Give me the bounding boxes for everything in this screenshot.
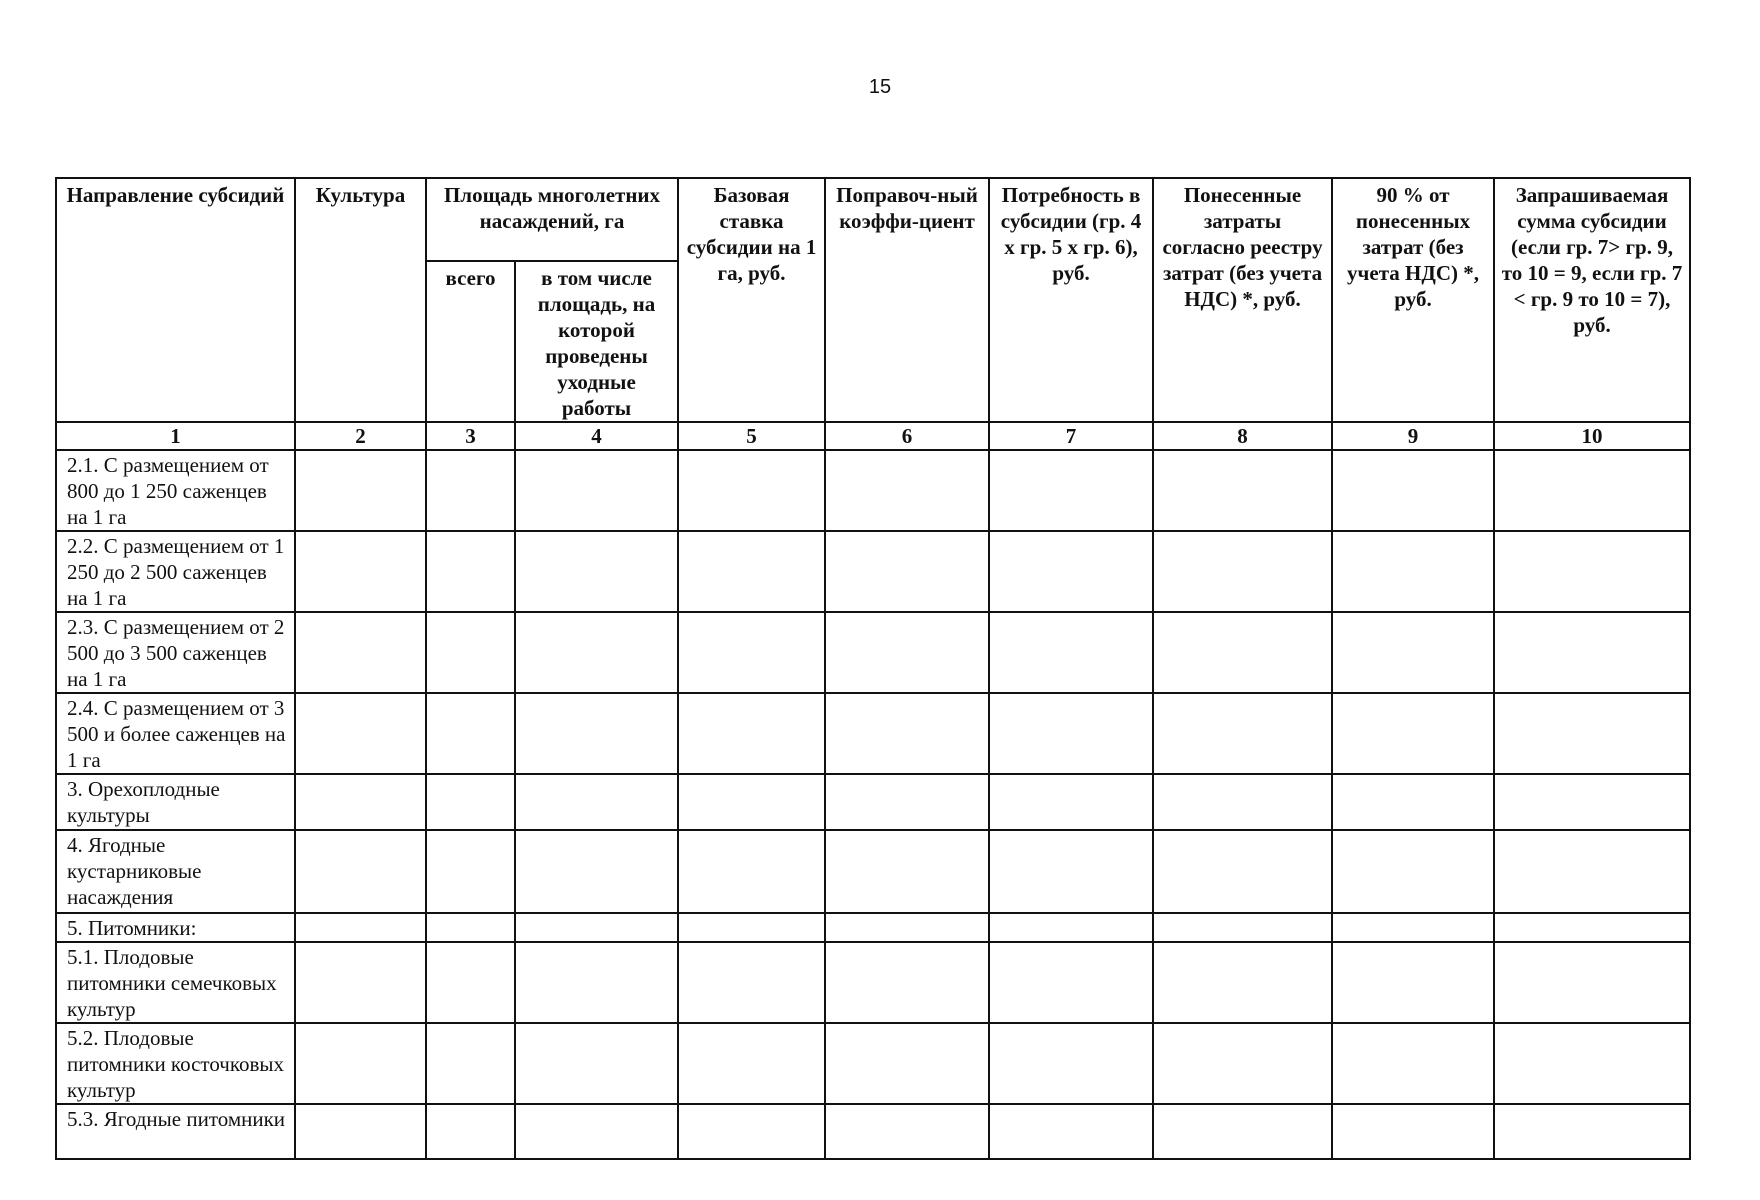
header-base-rate: Базовая ставка субсидии на 1 га, руб. xyxy=(678,178,825,422)
cell xyxy=(1494,612,1690,693)
cell xyxy=(426,774,515,830)
header-culture: Культура xyxy=(295,178,426,422)
column-number-row xyxy=(56,422,1690,450)
cell xyxy=(989,1104,1153,1159)
header-coefficient: Поправоч-ный коэффи-циент xyxy=(825,178,989,422)
cell xyxy=(1332,774,1494,830)
header-area-including: в том числе площадь, на которой проведены уходные работы xyxy=(515,261,678,422)
cell xyxy=(1494,913,1690,942)
cell xyxy=(515,830,678,913)
header-requested: Запрашиваемая сумма субсидии (если гр. 7> гр. 9, то 10 = 9, если гр. 7 < гр. 9 то 10 = 7), руб. xyxy=(1494,178,1690,422)
cell xyxy=(295,531,426,612)
cell xyxy=(678,612,825,693)
cell xyxy=(678,913,825,942)
cell xyxy=(1153,693,1332,774)
cell xyxy=(825,913,989,942)
cell xyxy=(825,693,989,774)
table-row xyxy=(56,830,1690,913)
cell xyxy=(1332,942,1494,1023)
table-row xyxy=(56,450,1690,531)
cell xyxy=(426,612,515,693)
column-number: 2 xyxy=(295,422,426,450)
cell xyxy=(1494,531,1690,612)
cell xyxy=(825,1023,989,1104)
column-number: 4 xyxy=(515,422,678,450)
table-row xyxy=(56,1023,1690,1104)
cell xyxy=(295,913,426,942)
cell xyxy=(1494,942,1690,1023)
cell xyxy=(1494,1104,1690,1159)
cell xyxy=(1332,1023,1494,1104)
cell xyxy=(1332,913,1494,942)
cell xyxy=(515,531,678,612)
table-row xyxy=(56,612,1690,693)
table-row xyxy=(56,774,1690,830)
cell xyxy=(1332,531,1494,612)
row-label: 4. Ягодные кустарниковые насаждения xyxy=(56,830,295,913)
column-number: 5 xyxy=(678,422,825,450)
cell xyxy=(1494,774,1690,830)
cell xyxy=(295,1023,426,1104)
cell xyxy=(515,1104,678,1159)
table-row xyxy=(56,693,1690,774)
cell xyxy=(515,774,678,830)
cell xyxy=(1153,450,1332,531)
cell xyxy=(1494,1023,1690,1104)
table-row xyxy=(56,531,1690,612)
cell xyxy=(426,942,515,1023)
subsidy-table xyxy=(55,177,1691,1160)
column-number: 3 xyxy=(426,422,515,450)
row-label: 2.3. С размещением от 2 500 до 3 500 саженцев на 1 га xyxy=(56,612,295,693)
cell xyxy=(825,942,989,1023)
cell xyxy=(989,450,1153,531)
row-label: 5.3. Ягодные питомники xyxy=(56,1104,295,1159)
column-number: 1 xyxy=(56,422,295,450)
cell xyxy=(678,830,825,913)
cell xyxy=(678,942,825,1023)
cell xyxy=(989,531,1153,612)
column-number: 7 xyxy=(989,422,1153,450)
row-label: 3. Орехоплодные культуры xyxy=(56,774,295,830)
cell xyxy=(825,612,989,693)
cell xyxy=(426,693,515,774)
cell xyxy=(1153,531,1332,612)
cell xyxy=(515,1023,678,1104)
cell xyxy=(1332,1104,1494,1159)
cell xyxy=(426,1104,515,1159)
row-label: 2.2. С размещением от 1 250 до 2 500 саженцев на 1 га xyxy=(56,531,295,612)
cell xyxy=(825,1104,989,1159)
cell xyxy=(426,1023,515,1104)
cell xyxy=(1332,830,1494,913)
table-row xyxy=(56,913,1690,942)
row-label: 2.1. С размещением от 800 до 1 250 саженцев на 1 га xyxy=(56,450,295,531)
cell xyxy=(678,531,825,612)
cell xyxy=(678,693,825,774)
cell xyxy=(295,830,426,913)
cell xyxy=(989,612,1153,693)
cell xyxy=(295,450,426,531)
cell xyxy=(515,942,678,1023)
cell xyxy=(989,830,1153,913)
cell xyxy=(1153,1104,1332,1159)
cell xyxy=(678,450,825,531)
cell xyxy=(989,942,1153,1023)
cell xyxy=(295,693,426,774)
cell xyxy=(825,774,989,830)
cell xyxy=(295,942,426,1023)
cell xyxy=(825,531,989,612)
header-area-total: всего xyxy=(426,261,515,422)
header-need: Потребность в субсидии (гр. 4 х гр. 5 х гр. 6), руб. xyxy=(989,178,1153,422)
table-row xyxy=(56,942,1690,1023)
cell xyxy=(1494,693,1690,774)
page-number: 15 xyxy=(868,76,892,98)
cell xyxy=(426,830,515,913)
cell xyxy=(515,693,678,774)
column-number: 8 xyxy=(1153,422,1332,450)
cell xyxy=(1153,942,1332,1023)
cell xyxy=(825,830,989,913)
cell xyxy=(825,450,989,531)
cell xyxy=(515,450,678,531)
column-number: 6 xyxy=(825,422,989,450)
cell xyxy=(1332,612,1494,693)
cell xyxy=(678,774,825,830)
cell xyxy=(426,913,515,942)
cell xyxy=(989,913,1153,942)
cell xyxy=(515,913,678,942)
cell xyxy=(1153,774,1332,830)
cell xyxy=(1153,612,1332,693)
cell xyxy=(1153,830,1332,913)
column-number: 9 xyxy=(1332,422,1494,450)
header-direction: Направление субсидий xyxy=(56,178,295,422)
cell xyxy=(295,774,426,830)
cell xyxy=(989,693,1153,774)
cell xyxy=(678,1023,825,1104)
cell xyxy=(295,612,426,693)
header-ninety-percent: 90 % от понесенных затрат (без учета НДС) *, руб. xyxy=(1332,178,1494,422)
cell xyxy=(426,531,515,612)
cell xyxy=(989,774,1153,830)
cell xyxy=(1332,450,1494,531)
cell xyxy=(515,612,678,693)
cell xyxy=(1332,693,1494,774)
header-costs: Понесенные затраты согласно реестру затрат (без учета НДС) *, руб. xyxy=(1153,178,1332,422)
cell xyxy=(1494,450,1690,531)
cell xyxy=(1494,830,1690,913)
cell xyxy=(426,450,515,531)
cell xyxy=(1153,913,1332,942)
row-label: 2.4. С размещением от 3 500 и более саженцев на 1 га xyxy=(56,693,295,774)
header-area: Площадь многолетних насаждений, га xyxy=(426,178,678,261)
column-number: 10 xyxy=(1494,422,1690,450)
row-label: 5.2. Плодовые питомники косточковых культур xyxy=(56,1023,295,1104)
cell xyxy=(678,1104,825,1159)
row-label: 5. Питомники: xyxy=(56,913,295,942)
row-label: 5.1. Плодовые питомники семечковых культур xyxy=(56,942,295,1023)
cell xyxy=(295,1104,426,1159)
cell xyxy=(1153,1023,1332,1104)
table-row xyxy=(56,1104,1690,1159)
cell xyxy=(989,1023,1153,1104)
